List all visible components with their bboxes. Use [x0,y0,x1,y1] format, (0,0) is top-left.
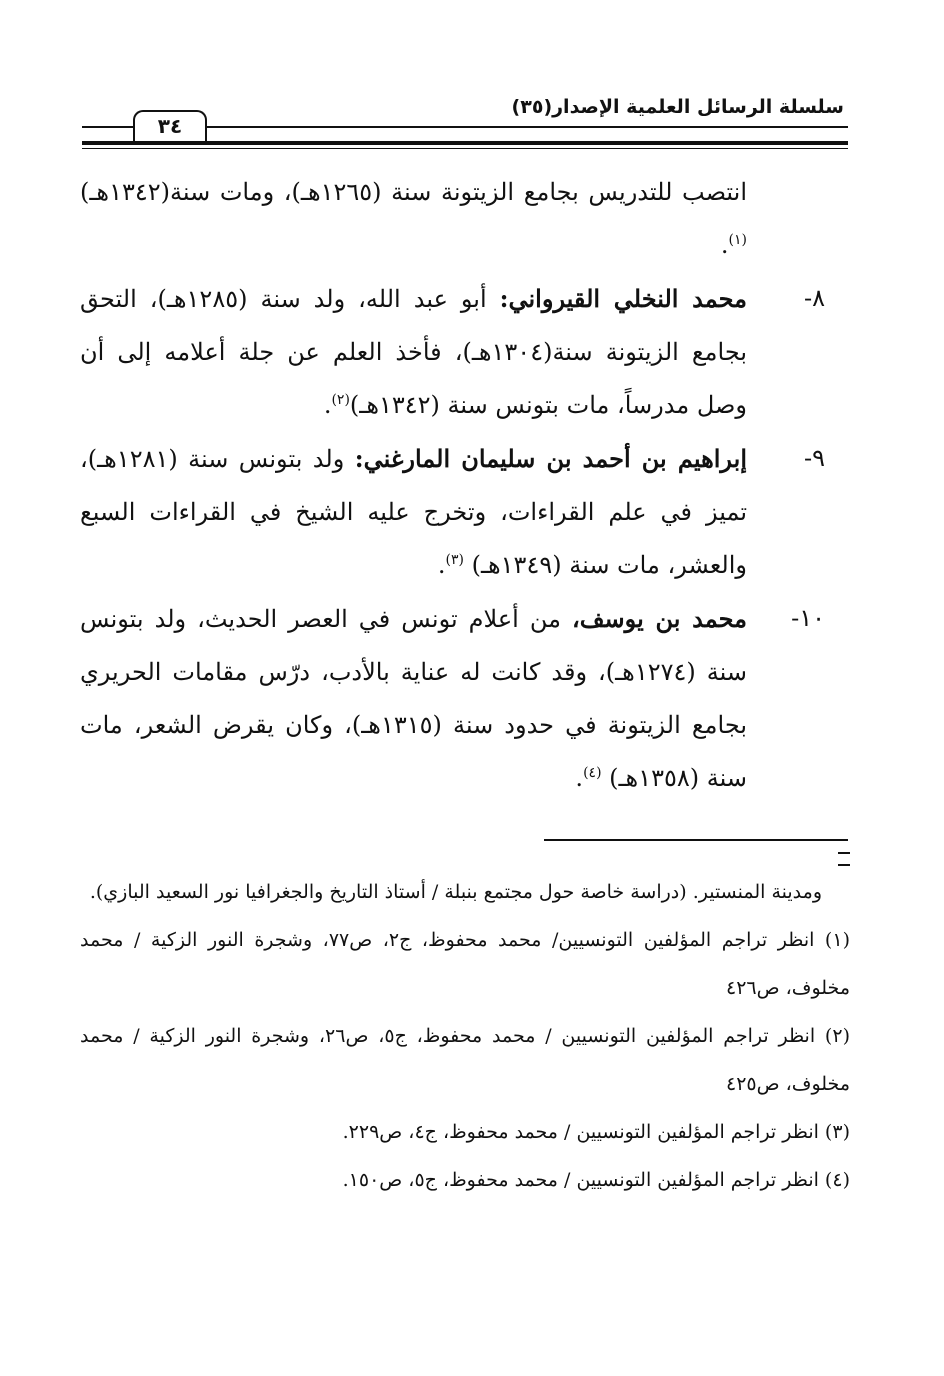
biography-item [80,432,825,592]
header-rule-left [82,126,133,128]
footnote: (٤) انظر تراجم المؤلفين التونسيين / محمد محفوظ، ج٥، ص١٥٠. [342,1169,850,1191]
series-title: سلسلة الرسائل العلمية الإصدار(٣٥) [511,96,844,118]
item-name: إبراهيم بن أحمد بن سليمان المارغني: [354,444,747,473]
item-number: ١٠- [791,604,825,632]
item-number: ٩- [804,444,825,472]
page-number: ٣٤ [133,110,207,142]
main-text [80,166,825,805]
item-text: أبو عبد الله، ولد سنة (١٢٨٥هـ)، التحق بجامع الزيتونة سنة(١٣٠٤هـ)، فأخذ العلم عن جلة أعلامه إلى أن وصل مدرساً، مات بتونس سنة (١٣٤٢هـ) [80,285,747,419]
item-text: ولد بتونس سنة (١٢٨١هـ)، تميز في علم القراءات، وتخرج عليه الشيخ في القراءات السبع والعشر، مات سنة (١٣٤٩هـ) [80,445,747,579]
item-text: من أعلام تونس في العصر الحديث، ولد بتونس سنة (١٢٧٤هـ)، وقد كانت له عناية بالأدب، درّس مقامات الحريري بجامع الزيتونة في حدود سنة (١٣١٥هـ)، وكان يقرض الشعر، مات سنة (١٣٥٨هـ) [80,605,747,792]
footnote-ref: (٢) [331,392,350,408]
intro-text: انتصب للتدريس بجامع الزيتونة سنة (١٢٦٥هـ)، ومات سنة(١٣٤٢هـ) [80,178,747,206]
footnote-ref: (٣) [445,552,464,568]
item-name: محمد النخلي القيرواني: [499,284,747,313]
footnote-continuation-mark [838,852,850,866]
item-name: محمد بن يوسف، [571,604,747,633]
item-number: ٨- [804,284,825,312]
footnote-ref: (١) [728,232,747,248]
item-end: . [575,764,584,792]
header-rule-right [203,126,848,128]
item-end: . [323,391,332,419]
footnotes [80,868,850,1204]
biography-item [80,592,825,805]
header-rule-thin [82,148,848,149]
intro-paragraph [80,166,747,272]
footnote-ref: (٤) [583,765,602,781]
biography-item [80,272,825,432]
footnote: (٣) انظر تراجم المؤلفين التونسيين / محمد محفوظ، ج٤، ص٢٢٩. [342,1121,850,1143]
footnote: (١) انظر تراجم المؤلفين التونسيين/ محمد محفوظ، ج٢، ص٧٧، وشجرة النور الزكية / محمد مخلوف، ص٤٢٦ [80,929,850,999]
item-end: . [437,551,446,579]
intro-end: . [720,231,729,259]
footnote-separator [544,839,848,841]
footnote: (٢) انظر تراجم المؤلفين التونسيين / محمد محفوظ، ج٥، ص٢٦، وشجرة النور الزكية / محمد مخلوف، ص٤٢٥ [80,1025,850,1095]
header-rule-thick [82,141,848,145]
footnote-continuation: ومدينة المنستير. (دراسة خاصة حول مجتمع بنبلة / أستاذ التاريخ والجغرافيا نور السعيد البازي). [89,881,822,903]
